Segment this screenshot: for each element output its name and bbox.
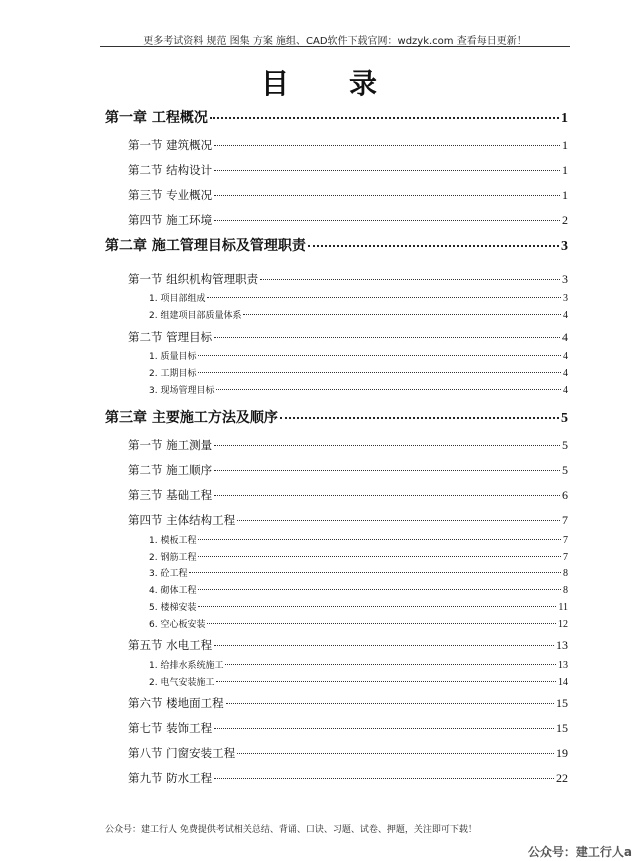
toc-entry-label: 第四节 施工环境 (128, 213, 213, 227)
toc-page-number: 4 (562, 330, 568, 344)
toc-entry[interactable] (149, 675, 568, 688)
toc-page-number: 4 (563, 368, 568, 379)
toc-dot-leader (198, 556, 561, 557)
toc-entry[interactable] (149, 583, 568, 596)
toc-entry[interactable] (128, 487, 568, 503)
toc-dot-leader (198, 372, 561, 373)
toc-entry[interactable] (128, 720, 568, 736)
toc-entry-label: 第三节 基础工程 (128, 488, 213, 502)
toc-page-number: 1 (562, 138, 568, 152)
toc-dot-leader (214, 195, 560, 196)
toc-entry-label: 第二节 施工顺序 (128, 463, 213, 477)
toc-entry-label: 3. 砼工程 (149, 569, 188, 579)
toc-page-number: 14 (558, 677, 568, 688)
toc-entry[interactable] (149, 533, 568, 546)
toc-dot-leader (237, 753, 554, 754)
toc-entry[interactable] (128, 770, 568, 786)
toc-entry-label: 第一节 建筑概况 (128, 138, 213, 152)
toc-entry-label: 第一章 工程概况 (105, 110, 208, 126)
page-footer: 公众号：建工行人 免费提供考试相关总结、背诵、口诀、习题、试卷、押题，关注即可下载！ (105, 825, 477, 835)
toc-entry[interactable] (128, 637, 568, 653)
toc-entry[interactable] (149, 550, 568, 563)
toc-entry-label: 2. 工期目标 (149, 369, 197, 379)
toc-entry[interactable] (149, 349, 568, 362)
toc-dot-leader (225, 664, 556, 665)
toc-entry-label: 第四节 主体结构工程 (128, 513, 236, 527)
toc-entry[interactable] (128, 462, 568, 478)
toc-entry[interactable] (128, 162, 568, 178)
toc-dot-leader (189, 572, 561, 573)
toc-dot-leader (214, 170, 560, 171)
toc-entry-label: 第二节 管理目标 (128, 330, 213, 344)
toc-page-number: 5 (562, 438, 568, 452)
toc-entry[interactable] (128, 512, 568, 528)
toc-entry-label: 3. 现场管理目标 (149, 386, 215, 396)
toc-page-number: 11 (558, 602, 568, 613)
toc-entry[interactable] (149, 383, 568, 396)
page-header: 更多考试资料 规范 图集 方案 施组、CAD软件下载官网：wdzyk.com 查看每日更新！ (143, 36, 527, 47)
toc-entry[interactable] (128, 187, 568, 203)
toc-page-number: 8 (563, 585, 568, 596)
toc-entry[interactable] (105, 107, 568, 127)
toc-dot-leader (214, 220, 560, 221)
toc-entry[interactable] (128, 745, 568, 761)
toc-page-number: 5 (562, 463, 568, 477)
toc-entry[interactable] (149, 366, 568, 379)
toc-page-number: 4 (563, 385, 568, 396)
toc-dot-leader (214, 778, 554, 779)
toc-page-number: 2 (562, 213, 568, 227)
toc-page-number: 7 (562, 513, 568, 527)
toc-dot-leader (243, 314, 561, 315)
toc-dot-leader (207, 297, 561, 298)
toc-dot-leader (216, 681, 556, 682)
toc-entry-label: 第一节 施工测量 (128, 438, 213, 452)
toc-page-number: 5 (561, 411, 568, 426)
toc-dot-leader (280, 417, 559, 419)
toc-page-number: 1 (562, 163, 568, 177)
toc-entry-label: 2. 电气安装施工 (149, 678, 215, 688)
toc-page-number: 19 (556, 746, 568, 760)
toc-dot-leader (216, 389, 561, 390)
toc-dot-leader (214, 445, 560, 446)
toc-dot-leader (214, 145, 560, 146)
toc-page-number: 4 (563, 310, 568, 321)
toc-entry-label: 第二章 施工管理目标及管理职责 (105, 238, 306, 254)
toc-entry-label: 1. 质量目标 (149, 352, 197, 362)
toc-entry-label: 6. 空心板安装 (149, 620, 206, 630)
toc-entry[interactable] (128, 212, 568, 228)
toc-entry[interactable] (128, 437, 568, 453)
toc-entry-label: 第八节 门窗安装工程 (128, 746, 236, 760)
toc-page-number: 4 (563, 351, 568, 362)
toc-entry-label: 2. 钢筋工程 (149, 553, 197, 563)
toc-entry[interactable] (149, 658, 568, 671)
toc-page-number: 1 (561, 111, 568, 126)
toc-page-number: 12 (558, 619, 568, 630)
toc-dot-leader (214, 470, 560, 471)
toc-entry[interactable] (149, 291, 568, 304)
toc-page-number: 13 (558, 660, 568, 671)
toc-dot-leader (210, 117, 559, 119)
toc-entry[interactable] (149, 308, 568, 321)
toc-page-number: 22 (556, 771, 568, 785)
toc-entry[interactable] (105, 407, 568, 427)
toc-dot-leader (308, 245, 559, 247)
toc-page-number: 15 (556, 696, 568, 710)
toc-page-number: 7 (563, 552, 568, 563)
toc-dot-leader (198, 539, 561, 540)
toc-entry[interactable] (128, 271, 568, 287)
toc-entry-label: 第五节 水电工程 (128, 638, 213, 652)
toc-entry-label: 第九节 防水工程 (128, 771, 213, 785)
header-rule (100, 46, 570, 47)
toc-entry[interactable] (128, 137, 568, 153)
toc-entry-label: 第一节 组织机构管理职责 (128, 272, 259, 286)
watermark: 公众号：建工行人a (527, 845, 632, 859)
toc-dot-leader (207, 623, 556, 624)
toc-dot-leader (260, 279, 560, 280)
toc-entry-label: 第二节 结构设计 (128, 163, 213, 177)
toc-page-number: 13 (556, 638, 568, 652)
toc-entry-label: 1. 项目部组成 (149, 294, 206, 304)
toc-entry[interactable] (128, 329, 568, 345)
toc-page-number: 7 (563, 535, 568, 546)
toc-entry-label: 4. 砌体工程 (149, 586, 197, 596)
toc-entry-label: 第三节 专业概况 (128, 188, 213, 202)
toc-page-number: 3 (561, 239, 568, 254)
toc-page-number: 3 (562, 272, 568, 286)
toc-entry[interactable] (149, 566, 568, 579)
toc-page-number: 8 (563, 568, 568, 579)
toc-entry[interactable] (149, 600, 568, 613)
toc-entry-label: 2. 组建项目部质量体系 (149, 311, 242, 321)
toc-entry-label: 第三章 主要施工方法及顺序 (105, 410, 278, 426)
toc-page-number: 3 (563, 293, 568, 304)
toc-dot-leader (198, 355, 561, 356)
toc-dot-leader (214, 495, 560, 496)
toc-page-number: 15 (556, 721, 568, 735)
toc-dot-leader (214, 645, 554, 646)
toc-entry-label: 第六节 楼地面工程 (128, 696, 224, 710)
page-title: 目录 (260, 67, 437, 100)
toc-page-number: 1 (562, 188, 568, 202)
toc-entry[interactable] (149, 617, 568, 630)
toc-entry[interactable] (105, 235, 568, 255)
toc-entry-label: 第七节 装饰工程 (128, 721, 213, 735)
toc-entry-label: 1. 给排水系统施工 (149, 661, 224, 671)
toc-dot-leader (198, 606, 556, 607)
toc-entry[interactable] (128, 695, 568, 711)
toc-page-number: 6 (562, 488, 568, 502)
toc-dot-leader (226, 703, 554, 704)
toc-entry-label: 1. 模板工程 (149, 536, 197, 546)
toc-dot-leader (214, 728, 554, 729)
toc-dot-leader (198, 589, 561, 590)
toc-dot-leader (214, 337, 560, 338)
toc-dot-leader (237, 520, 560, 521)
toc-entry-label: 5. 楼梯安装 (149, 603, 197, 613)
